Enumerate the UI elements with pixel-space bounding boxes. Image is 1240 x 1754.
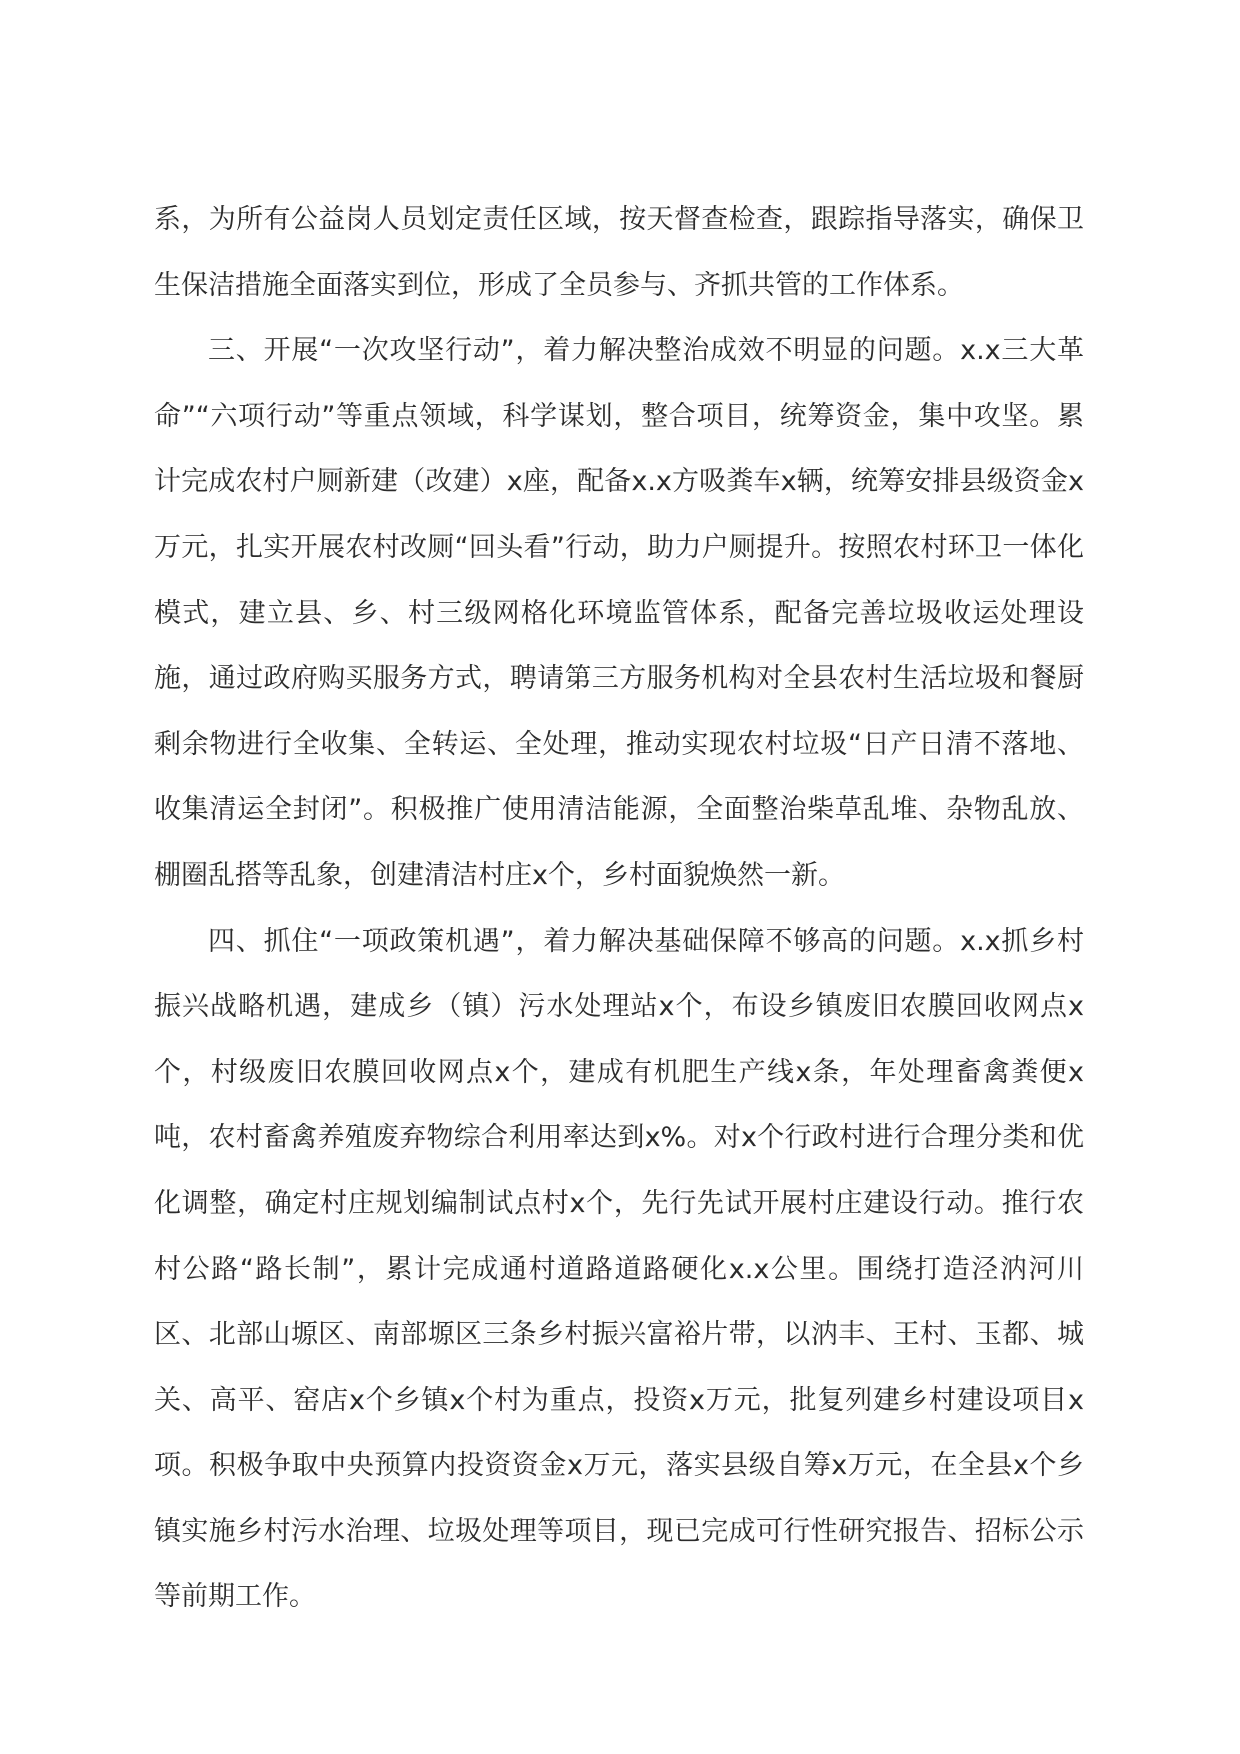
paragraph-section-3: 三、开展“一次攻坚行动”，着力解决整治成效不明显的问题。x.x三大革命”“六项行动”等重点领域，科学谋划，整合项目，统筹资金，集中攻坚。累计完成农村户厕新建（改建）x座，配备x.x方吸粪车x辆，统筹安排县级资金x万元，扎实开展农村改厕“回头看”行动，助力户厕提升。按照农村环卫一体化模式，建立县、乡、村三级网格化环境监管体系，配备完善垃圾收运处理设施，通过政府购买服务方式，聘请第三方服务机构对全县农村生活垃圾和餐厨剩余物进行全收集、全转运、全处理，推动实现农村垃圾“日产日清不落地、收集清运全封闭”。积极推广使用清洁能源，全面整治柴草乱堆、杂物乱放、棚圈乱搭等乱象，创建清洁村庄x个，乡村面貌焕然一新。 bbox=[154, 335, 1084, 891]
document-body bbox=[154, 187, 1084, 1630]
paragraph-continuation: 系，为所有公益岗人员划定责任区域，按天督查检查，跟踪指导落实，确保卫生保洁措施全面落实到位，形成了全员参与、齐抓共管的工作体系。 bbox=[154, 204, 1084, 301]
paragraph-section-4: 四、抓住“一项政策机遇”，着力解决基础保障不够高的问题。x.x抓乡村振兴战略机遇，建成乡（镇）污水处理站x个，布设乡镇废旧农膜回收网点x个，村级废旧农膜回收网点x个，建成有机肥生产线x条，年处理畜禽粪便x吨，农村畜禽养殖废弃物综合利用率达到x%。对x个行政村进行合理分类和优化调整，确定村庄规划编制试点村x个，先行先试开展村庄建设行动。推行农村公路“路长制”，累计完成通村道路道路硬化x.x公里。围绕打造泾汭河川区、北部山塬区、南部塬区三条乡村振兴富裕片带，以汭丰、王村、玉都、城关、高平、窑店x个乡镇x个村为重点，投资x万元，批复列建乡村建设项目x项。积极争取中央预算内投资资金x万元，落实县级自筹x万元，在全县x个乡镇实施乡村污水治理、垃圾处理等项目，现已完成可行性研究报告、招标公示等前期工作。 bbox=[154, 925, 1084, 1613]
